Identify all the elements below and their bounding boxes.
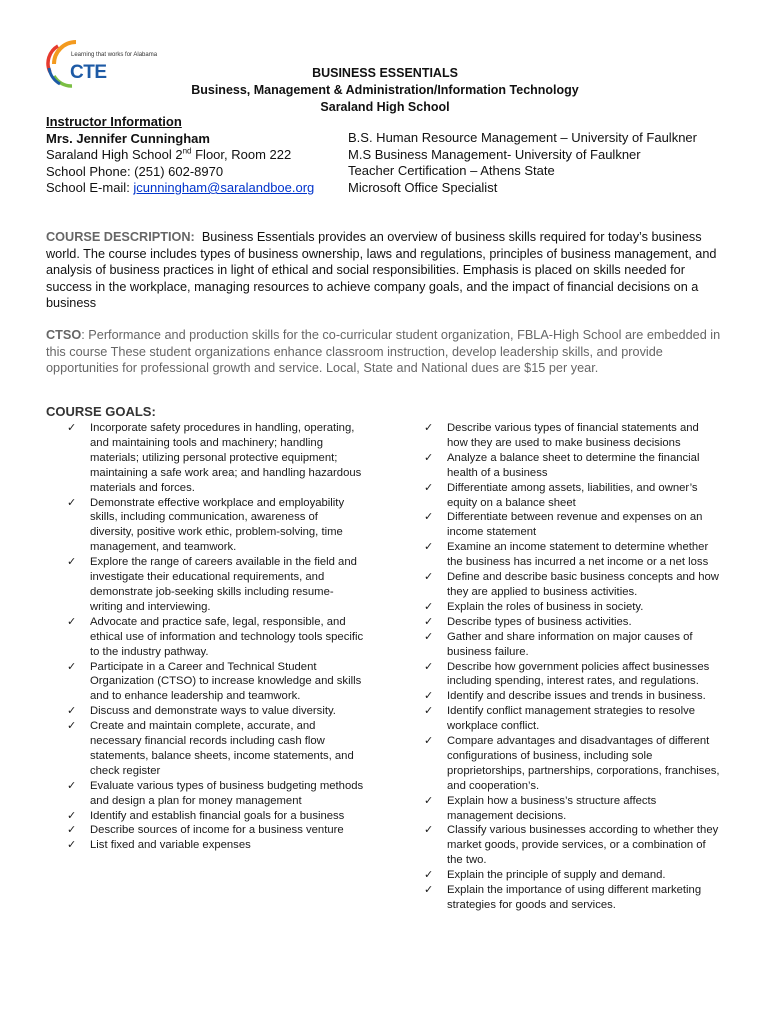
credential-item: B.S. Human Resource Management – University of Faulkner (348, 130, 697, 145)
document-header (0, 65, 770, 116)
checkmark-icon: ✓ (424, 511, 434, 524)
credential-item: Teacher Certification – Athens State (348, 163, 555, 178)
email-label: School E-mail: (46, 180, 134, 195)
goal-item (421, 660, 721, 690)
goal-text: Describe types of business activities. (447, 615, 632, 628)
goal-item (64, 838, 364, 853)
checkmark-icon: ✓ (424, 630, 434, 643)
credential-item: M.S Business Management- University of Faulkner (348, 146, 641, 162)
checkmark-icon: ✓ (67, 705, 77, 718)
goal-text: Identify and describe issues and trends in business. (447, 690, 706, 703)
checkmark-icon: ✓ (424, 451, 434, 464)
checkmark-icon: ✓ (67, 422, 77, 434)
goal-text: Differentiate between revenue and expenses on an income statement (447, 511, 703, 539)
instructor-section-title: Instructor Information (46, 114, 182, 129)
address-text-rest: Floor, Room 222 (191, 147, 292, 162)
goal-item (64, 704, 364, 719)
checkmark-icon: ✓ (424, 705, 434, 718)
goal-text: Participate in a Career and Technical Student Organization (CTSO) to increase knowledge and skills and to enhance leadership and teamwork. (90, 660, 362, 703)
instructor-info (46, 114, 314, 197)
goal-text: Explain the importance of using different marketing strategies for goods and services. (447, 884, 702, 911)
ctso-label: CTSO (46, 328, 82, 342)
goal-text: Compare advantages and disadvantages of different configurations of business, including sole proprietorships, partnerships, corporations, franchises, and cooperation’s. (447, 735, 720, 792)
checkmark-icon: ✓ (424, 600, 434, 613)
goal-item (64, 779, 364, 809)
goal-text: Incorporate safety procedures in handling, operating, and maintaining tools and machinery; handling materials; utilizing personal protective equipment; maintaining a safe work area; and handling hazardous materials and forces. (90, 422, 362, 494)
course-description (46, 229, 726, 312)
goal-text: Demonstrate effective workplace and employability skills, including communication, awareness of diversity, positive work ethic, problem-solving, time management, and teamwork. (90, 496, 345, 554)
goal-item (421, 510, 721, 540)
checkmark-icon: ✓ (67, 824, 77, 837)
checkmark-icon: ✓ (424, 690, 434, 703)
goal-text: Create and maintain complete, accurate, and necessary financial records including cash flow statements, balance sheets, income statements, and check register (90, 720, 354, 777)
email-link[interactable]: jcunningham@saralandboe.org (133, 180, 315, 195)
goal-text: Classify various businesses according to whether they market goods, provide services, or a combination of the two. (447, 824, 719, 867)
goal-item (421, 704, 721, 734)
goal-item (64, 809, 364, 824)
checkmark-icon: ✓ (424, 869, 434, 882)
course-goals-right-column (421, 421, 721, 913)
instructor-phone: School Phone: (251) 602-8970 (46, 163, 224, 179)
goal-item (421, 823, 721, 868)
checkmark-icon: ✓ (67, 496, 77, 509)
goal-text: Explain the roles of business in society. (447, 600, 644, 613)
checkmark-icon: ✓ (424, 481, 434, 494)
checkmark-icon: ✓ (424, 824, 434, 837)
instructor-name: Mrs. Jennifer Cunningham (46, 130, 210, 146)
ctso-text: : Performance and production skills for the co-curricular student organization, FBLA-High School are embedded in this course These student organizations enhance classroom instruction, develop leadership skills, and provide opportunities for professional growth and service. Local, State and National dues are $15 per year. (46, 328, 721, 375)
checkmark-icon: ✓ (424, 615, 434, 628)
goal-text: Examine an income statement to determine whether the business has incurred a net income or a net loss (447, 541, 709, 569)
checkmark-icon: ✓ (67, 660, 77, 673)
goal-item (64, 660, 364, 705)
checkmark-icon: ✓ (67, 839, 77, 852)
goal-item (64, 555, 364, 615)
goal-text: Differentiate among assets, liabilities, and owner’s equity on a balance sheet (447, 481, 698, 509)
course-description-label: COURSE DESCRIPTION: (46, 230, 195, 244)
school-name: Saraland High School (320, 100, 450, 114)
goal-text: Define and describe basic business concepts and how they are applied to business activities. (447, 571, 719, 598)
goal-item (64, 421, 364, 496)
checkmark-icon: ✓ (67, 720, 77, 733)
goal-item (421, 421, 721, 451)
cluster-title: Business, Management & Administration/Information Technology (191, 83, 579, 97)
course-title: BUSINESS ESSENTIALS (312, 66, 458, 80)
goal-item (421, 794, 721, 824)
goal-item (421, 868, 721, 883)
goal-text: Analyze a balance sheet to determine the financial health of a business (447, 451, 700, 479)
goal-item (421, 630, 721, 660)
checkmark-icon: ✓ (424, 541, 434, 554)
goal-item (421, 481, 721, 511)
goal-text: Explain the principle of supply and demand. (447, 869, 666, 882)
goal-text: Identify conflict management strategies to resolve workplace conflict. (447, 705, 696, 733)
goal-text: Discuss and demonstrate ways to value diversity. (90, 705, 336, 718)
logo-wordmark: CTE (70, 62, 107, 83)
checkmark-icon: ✓ (67, 779, 77, 792)
goal-item (421, 689, 721, 704)
checkmark-icon: ✓ (67, 809, 77, 822)
goal-item (64, 719, 364, 779)
goal-text: Explore the range of careers available in the field and investigate their educational requirements, and demonstrate job-seeking skills including resume-writing and interviewing. (90, 556, 357, 613)
logo-tagline: Learning that works for Alabama (71, 52, 158, 58)
address-superscript: nd (182, 146, 192, 156)
course-description-text: Business Essentials provides an overview of business skills required for today’s business world. The course includes types of business ownership, laws and regulations, principles of business management, and analysis of business practices in light of ethical and social responsibilities. Emphasis is placed on skills needed for success in the workplace, managing resources to achieve company goals, and the impact of financial decisions on a business (46, 230, 717, 310)
goal-item (421, 734, 721, 794)
checkmark-icon: ✓ (424, 660, 434, 673)
checkmark-icon: ✓ (424, 884, 434, 897)
goal-item (421, 600, 721, 615)
goal-item (421, 615, 721, 630)
goal-item (421, 451, 721, 481)
credential-item: Microsoft Office Specialist (348, 179, 498, 195)
goal-item (421, 883, 721, 913)
goal-text: Describe sources of income for a business venture (90, 824, 344, 837)
course-goals-left-column (64, 421, 364, 853)
course-goals-title: COURSE GOALS: (46, 404, 156, 419)
checkmark-icon: ✓ (424, 735, 434, 748)
checkmark-icon: ✓ (67, 615, 77, 628)
checkmark-icon: ✓ (424, 794, 434, 807)
goal-text: Identify and establish financial goals for a business (90, 809, 345, 822)
checkmark-icon: ✓ (67, 556, 77, 569)
goal-text: Advocate and practice safe, legal, responsible, and ethical use of information and technology tools specific to the industry pathway. (90, 615, 364, 658)
ctso-section (46, 327, 726, 377)
address-text: Saraland High School 2 (46, 147, 183, 162)
goal-item (421, 570, 721, 600)
checkmark-icon: ✓ (424, 571, 434, 584)
goal-item (64, 496, 364, 556)
credentials-list (348, 130, 697, 196)
checkmark-icon: ✓ (424, 422, 434, 434)
goal-item (64, 615, 364, 660)
goal-text: Gather and share information on major causes of business failure. (447, 630, 693, 658)
goal-text: Describe various types of financial statements and how they are used to make business decisions (447, 422, 699, 449)
goal-text: Evaluate various types of business budgeting methods and design a plan for money management (90, 779, 364, 807)
goal-text: List fixed and variable expenses (90, 839, 251, 852)
goal-text: Explain how a business’s structure affects management decisions. (447, 794, 657, 822)
goal-item (64, 823, 364, 838)
goal-item (421, 540, 721, 570)
instructor-address (46, 147, 314, 164)
goal-text: Describe how government policies affect businesses including spending, interest rates, and regulations. (447, 660, 710, 688)
instructor-email-line (46, 180, 314, 197)
